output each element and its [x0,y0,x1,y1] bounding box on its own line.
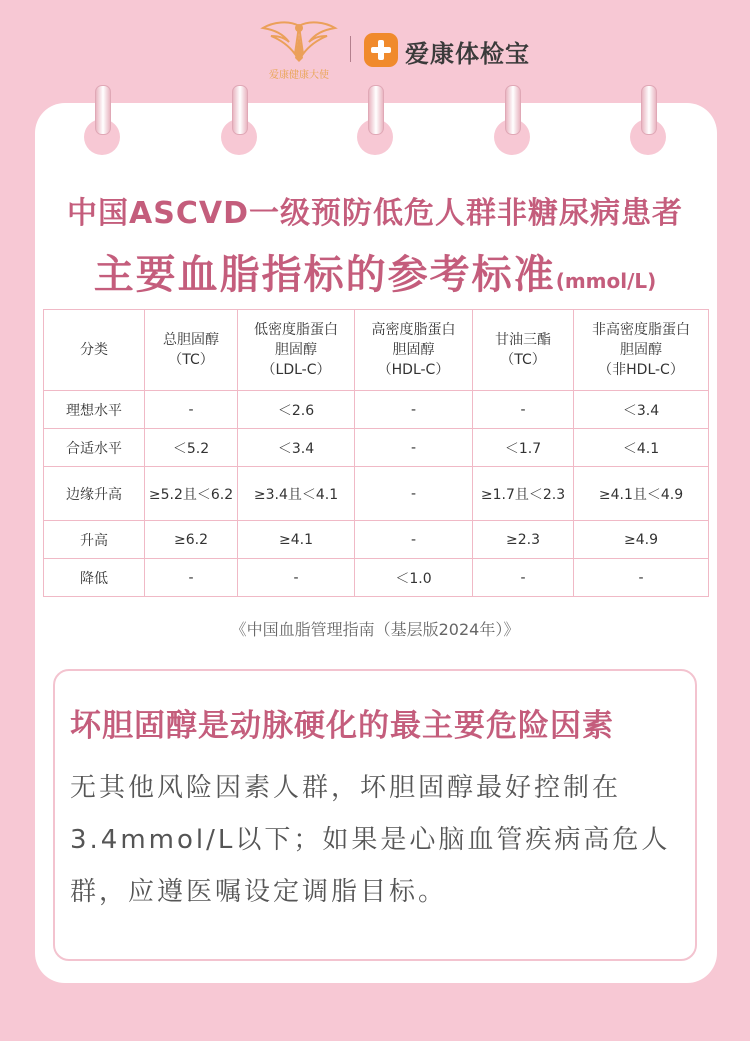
table-row [44,391,709,429]
table-cell: - [473,391,574,429]
title-unit: (mmol/L) [555,269,657,293]
binder-ring [221,85,257,155]
angel-logo-text: 爱康健康大使 [269,70,329,81]
binder-ring [494,85,530,155]
row-label: 合适水平 [44,429,145,467]
table-cell: ＜5.2 [145,429,238,467]
table-cell: - [145,391,238,429]
header-category: 分类 [44,310,145,391]
angel-wings-icon [259,18,339,64]
header-hdl: 高密度脂蛋白 胆固醇 （HDL-C） [355,310,473,391]
title-line-2 [0,243,750,300]
header-divider [350,36,351,62]
table-cell: ≥6.2 [145,521,238,559]
table-cell: ≥4.1 [238,521,355,559]
table-cell: ≥4.1且＜4.9 [574,467,709,521]
title-main: 主要血脂指标的参考标准 [93,252,556,298]
table-cell: - [238,559,355,597]
lipid-reference-table [43,309,709,597]
table-row [44,467,709,521]
table-cell: - [355,429,473,467]
angel-logo [254,18,344,81]
brand-name: 爱康体检宝 [405,40,530,68]
table-cell: ≥5.2且＜6.2 [145,467,238,521]
header [0,14,750,84]
table-cell: ＜3.4 [574,391,709,429]
info-box-title: 坏胆固醇是动脉硬化的最主要危险因素 [70,708,614,744]
table-cell: ＜4.1 [574,429,709,467]
title-line-1: 中国ASCVD一级预防低危人群非糖尿病患者 [67,196,683,231]
binder-ring [357,85,393,155]
row-label: 升高 [44,521,145,559]
table-cell: - [145,559,238,597]
binder-ring [630,85,666,155]
table-cell: ＜1.0 [355,559,473,597]
header-tg: 甘油三酯 （TC） [473,310,574,391]
table-cell: - [355,391,473,429]
row-label: 降低 [44,559,145,597]
table-row [44,429,709,467]
table-cell: ≥2.3 [473,521,574,559]
row-label: 理想水平 [44,391,145,429]
table-cell: - [473,559,574,597]
row-label: 边缘升高 [44,467,145,521]
plus-icon [364,33,398,67]
header-non-hdl: 非高密度脂蛋白 胆固醇 （非HDL-C） [574,310,709,391]
info-box-body: 无其他风险因素人群，坏胆固醇最好控制在3.4mmol/L以下；如果是心脑血管疾病高危人群，应遵医嘱设定调脂目标。 [70,773,671,907]
table-cell: ＜3.4 [238,429,355,467]
header-tc: 总胆固醇 （TC） [145,310,238,391]
source-citation: 《中国血脂管理指南（基层版2024年）》 [230,620,520,639]
table-row [44,559,709,597]
table-header-row [44,310,709,391]
table-cell: - [574,559,709,597]
table-cell: ≥3.4且＜4.1 [238,467,355,521]
table-cell: - [355,467,473,521]
table-cell: ≥1.7且＜2.3 [473,467,574,521]
header-ldl: 低密度脂蛋白 胆固醇 （LDL-C） [238,310,355,391]
table-row [44,521,709,559]
table-cell: - [355,521,473,559]
table-cell: ＜2.6 [238,391,355,429]
binder-ring [84,85,120,155]
table-cell: ＜1.7 [473,429,574,467]
table-cell: ≥4.9 [574,521,709,559]
